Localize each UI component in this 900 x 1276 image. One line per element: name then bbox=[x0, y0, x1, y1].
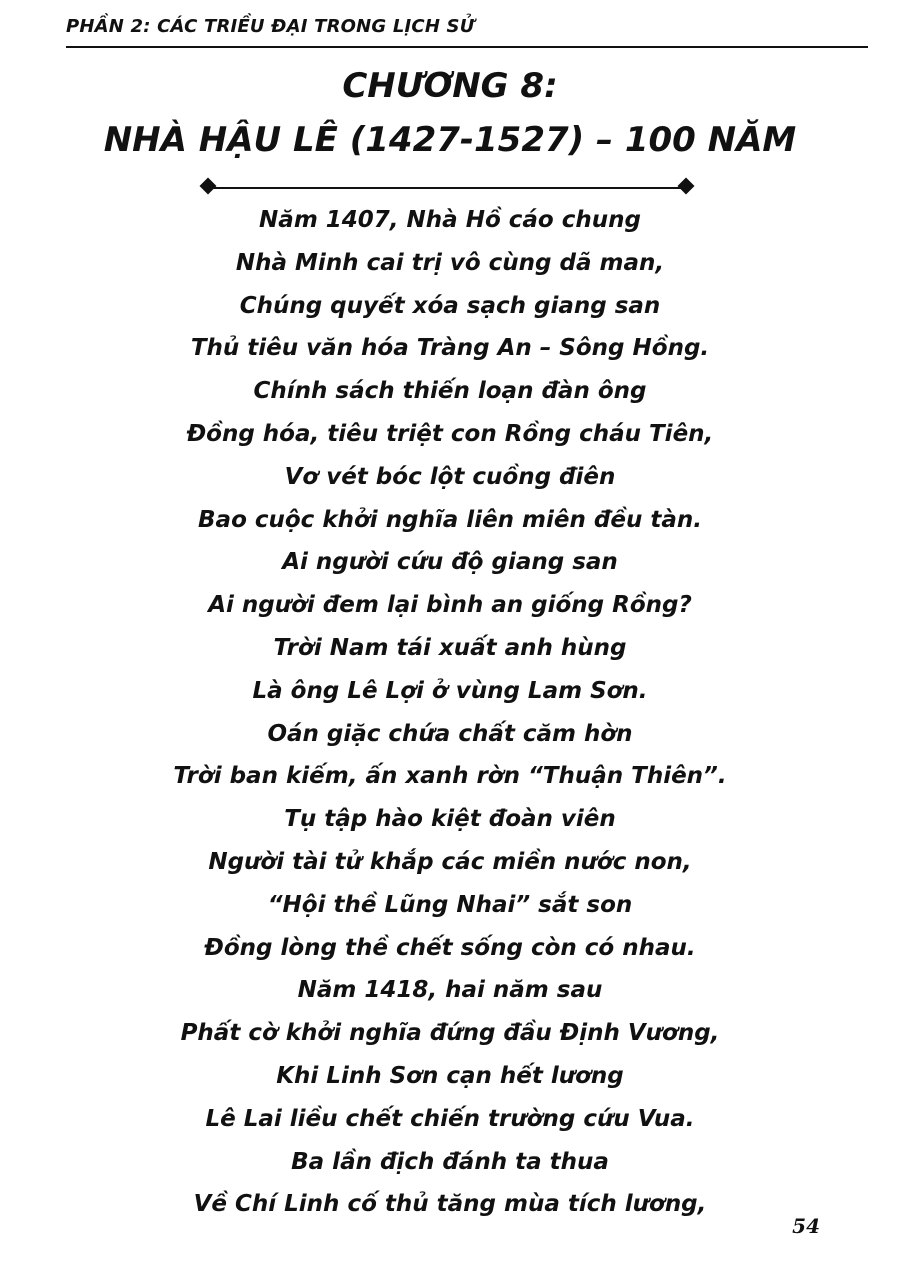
dynasty-title: NHÀ HẬU LÊ (1427-1527) – 100 NĂM bbox=[103, 120, 797, 160]
poem-line: Thủ tiêu văn hóa Tràng An – Sông Hồng. bbox=[190, 335, 710, 362]
poem-line: Tụ tập hào kiệt đoàn viên bbox=[284, 806, 616, 833]
poem-line: Đồng hóa, tiêu triệt con Rồng cháu Tiên, bbox=[186, 420, 714, 447]
poem-line: Vơ vét bóc lột cuồng điên bbox=[284, 463, 616, 490]
poem-body bbox=[0, 199, 900, 1226]
diamond-left-icon bbox=[200, 178, 217, 195]
poem-line: “Hội thề Lũng Nhai” sắt son bbox=[267, 891, 633, 918]
poem-line: Chúng quyết xóa sạch giang san bbox=[239, 292, 661, 319]
poem-line: Ba lần địch đánh ta thua bbox=[291, 1148, 609, 1175]
header-divider bbox=[66, 46, 868, 48]
poem-line: Bao cuộc khởi nghĩa liên miên đều tàn. bbox=[198, 506, 702, 533]
poem-line: Trời ban kiếm, ấn xanh rờn “Thuận Thiên”. bbox=[173, 763, 727, 790]
poem-line: Oán giặc chứa chất căm hờn bbox=[267, 720, 633, 747]
poem-line: Trời Nam tái xuất anh hùng bbox=[273, 634, 627, 661]
section-header: PHẦN 2: CÁC TRIỀU ĐẠI TRONG LỊCH SỬ bbox=[66, 16, 475, 37]
page-number: 54 bbox=[792, 1214, 820, 1238]
poem-line: Nhà Minh cai trị vô cùng dã man, bbox=[235, 249, 665, 276]
poem-line: Ai người đem lại bình an giống Rồng? bbox=[208, 592, 692, 619]
poem-line: Phất cờ khởi nghĩa đứng đầu Định Vương, bbox=[180, 1020, 720, 1047]
title-ornament-divider bbox=[200, 178, 694, 198]
poem-line: Về Chí Linh cố thủ tăng mùa tích lương, bbox=[193, 1191, 707, 1218]
poem-line: Ai người cứu độ giang san bbox=[282, 549, 618, 576]
poem-line: Năm 1407, Nhà Hồ cáo chung bbox=[259, 207, 641, 233]
poem-line: Người tài tử khắp các miền nước non, bbox=[208, 848, 692, 875]
poem-line: Là ông Lê Lợi ở vùng Lam Sơn. bbox=[252, 677, 648, 704]
poem-line: Khi Linh Sơn cạn hết lương bbox=[276, 1062, 624, 1089]
diamond-right-icon bbox=[678, 178, 695, 195]
poem-line: Chính sách thiến loạn đàn ông bbox=[253, 378, 647, 405]
poem-line: Đồng lòng thề chết sống còn có nhau. bbox=[204, 934, 696, 961]
poem-line: Năm 1418, hai năm sau bbox=[297, 977, 603, 1004]
chapter-title: CHƯƠNG 8: bbox=[342, 66, 558, 106]
poem-line: Lê Lai liều chết chiến trường cứu Vua. bbox=[205, 1105, 695, 1132]
ornament-line bbox=[210, 187, 684, 189]
